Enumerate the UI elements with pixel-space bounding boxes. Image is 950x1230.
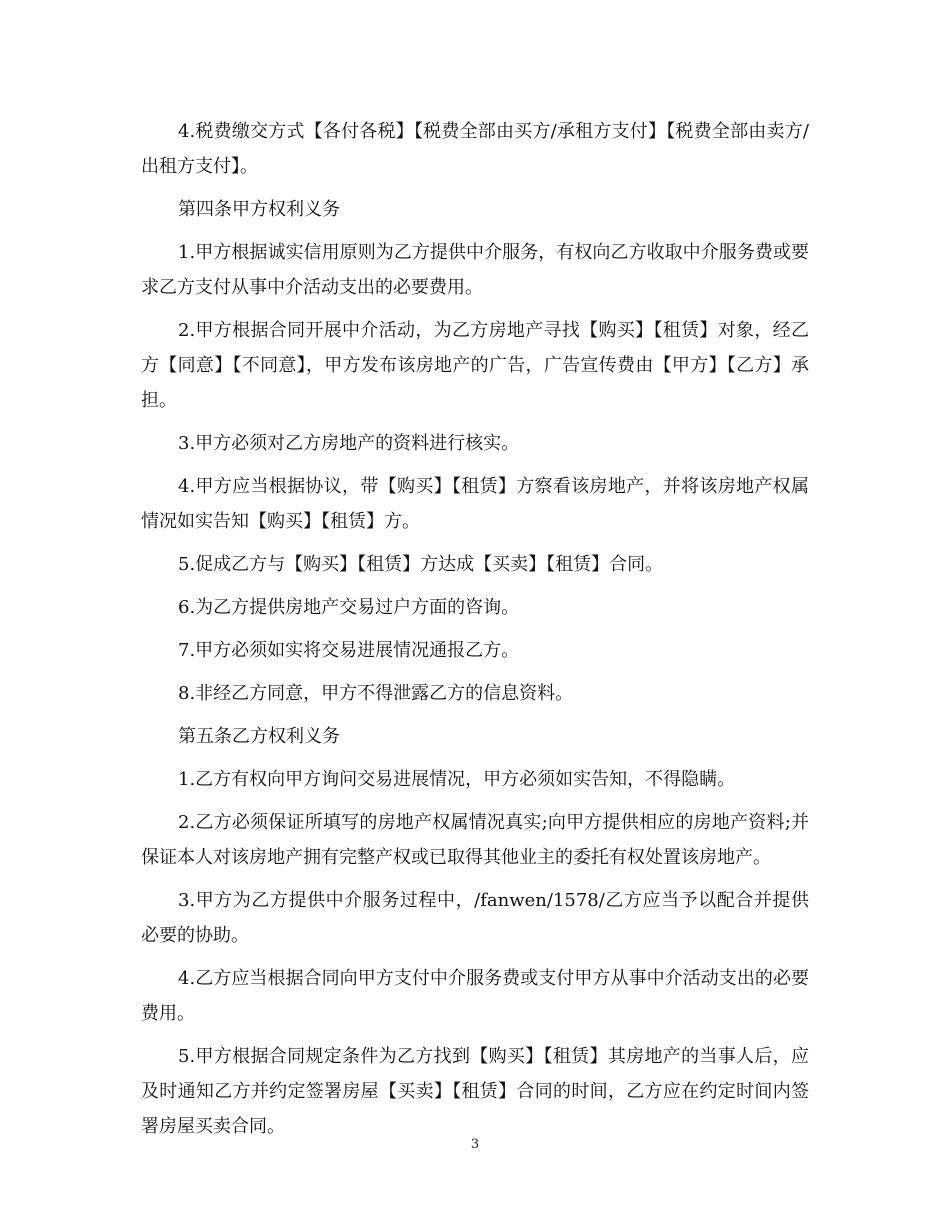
article-5-item-3: 3.甲方为乙方提供中介服务过程中，/fanwen/1578/乙方应当予以配合并提供必要的协助。: [141, 890, 809, 946]
document-body: [141, 114, 809, 1152]
article-4-item-7: 7.甲方必须如实将交易进展情况通报乙方。: [178, 640, 520, 661]
page-number: 3: [470, 1137, 480, 1152]
clause-tax-payment-method: 4.税费缴交方式【各付各税】【税费全部由买方/承租方支付】【税费全部由卖方/出租方支付】。: [141, 121, 809, 177]
article-5-item-4: 4.乙方应当根据合同向甲方支付中介服务费或支付甲方从事中介活动支出的必要费用。: [141, 968, 809, 1024]
article-5-item-1: 1.乙方有权向甲方询问交易进展情况，甲方必须如实告知，不得隐瞒。: [178, 769, 736, 790]
article-4-item-2: 2.甲方根据合同开展中介活动，为乙方房地产寻找【购买】【租赁】对象，经乙方【同意】【不同意】，甲方发布该房地产的广告，广告宣传费由【甲方】【乙方】承担。: [141, 320, 809, 411]
article-4-item-4: 4.甲方应当根据协议，带【购买】【租赁】方察看该房地产，并将该房地产权属情况如实告知【购买】【租赁】方。: [141, 476, 809, 532]
article-4-item-5: 5.促成乙方与【购买】【租赁】方达成【买卖】【租赁】合同。: [178, 554, 664, 575]
article-5-heading: 第五条乙方权利义务: [178, 726, 340, 747]
article-4-heading: 第四条甲方权利义务: [178, 199, 340, 220]
article-4-item-6: 6.为乙方提供房地产交易过户方面的咨询。: [178, 597, 520, 618]
article-5-item-2: 2.乙方必须保证所填写的房地产权属情况真实;向甲方提供相应的房地产资料;并保证本人对该房地产拥有完整产权或已取得其他业主的委托有权处置该房地产。: [141, 812, 809, 868]
article-4-item-8: 8.非经乙方同意，甲方不得泄露乙方的信息资料。: [178, 683, 574, 704]
article-4-item-3: 3.甲方必须对乙方房地产的资料进行核实。: [178, 433, 520, 454]
article-4-item-1: 1.甲方根据诚实信用原则为乙方提供中介服务，有权向乙方收取中介服务费或要求乙方支付从事中介活动支出的必要费用。: [141, 242, 809, 298]
article-5-item-5: 5.甲方根据合同规定条件为乙方找到【购买】【租赁】其房地产的当事人后，应及时通知乙方并约定签署房屋【买卖】【租赁】合同的时间，乙方应在约定时间内签署房屋买卖合同。: [141, 1046, 809, 1137]
